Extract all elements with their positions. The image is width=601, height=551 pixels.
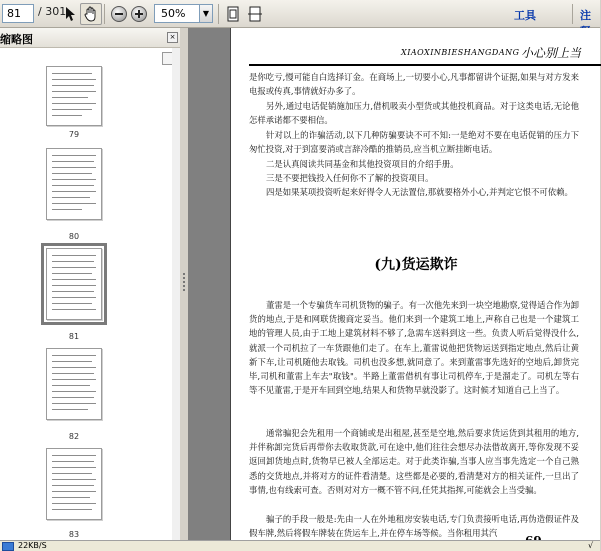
thumbnail-page-79[interactable] (46, 66, 102, 126)
select-tool-icon[interactable] (60, 3, 82, 25)
network-icon (2, 542, 14, 551)
tools-menu[interactable]: 工具 (514, 9, 536, 22)
minus-icon (111, 6, 127, 22)
close-icon[interactable]: × (167, 32, 178, 43)
plus-icon (131, 6, 147, 22)
header-rule (249, 64, 601, 66)
thumbnail-page-83[interactable] (46, 448, 102, 520)
chevron-down-icon[interactable]: ▼ (199, 4, 213, 23)
thumbnails-panel (0, 28, 180, 540)
toolbar-divider (218, 4, 219, 24)
fit-page-button[interactable] (222, 3, 244, 25)
toolbar-divider (104, 4, 105, 24)
paragraph: 是你吃亏,慢可能自白选择订金。在商场上,一切要小心,凡事都留讲个证据,如果与对方发来电报或传真,事情就好办多了。 (249, 72, 579, 97)
thumbnails-scrollbar[interactable] (172, 48, 180, 540)
pdf-page (230, 28, 600, 548)
section-title: (九)货运欺诈 (374, 257, 458, 273)
status-bar (0, 540, 600, 551)
status-check-icon: √ (588, 541, 594, 550)
thumbnail-page-82[interactable] (46, 348, 102, 420)
thumbnail-label: 80 (68, 232, 80, 241)
paragraph: 三是不要把钱投入任何你不了解的投资项目。 (266, 173, 434, 183)
header-book-title: 小心别上当 (521, 46, 582, 60)
zoom-level-field[interactable]: 50% (154, 4, 200, 23)
running-header (401, 42, 601, 62)
comment-menu[interactable]: 注 (580, 9, 591, 22)
thumbnail-page-80[interactable] (46, 148, 102, 220)
thumbnails-list (0, 48, 180, 540)
header-pinyin: XIAOXINBIESHANGDANG (401, 48, 520, 57)
thumbnail-page-81[interactable] (46, 248, 102, 320)
thumbnail-label: 79 (68, 130, 80, 139)
download-speed: 22KB/S (18, 541, 47, 550)
page-total-label: / 301 (38, 5, 67, 18)
fit-width-button[interactable] (244, 3, 266, 25)
thumbnails-panel-title: 缩略图 (0, 33, 33, 46)
panel-splitter[interactable] (180, 28, 188, 540)
paragraph: 通常骗犯会先租用一个商铺或是出租屋,甚至是空地,然后要求货运货到其租用的地方,并伴称卸完货后再带你去收取货款,可在途中,他们往往会想尽办法借故离开,等你发现不妥返回卸货地点时,货物早已被人全部运走。对于此类诈骗,当事人应当事先选定一个自己熟悉的交货地点,并将对方的证件看清楚。这些都是必要的,看清楚对方的相关证件,一旦出了事情,也有线索可查。否则对对方一概不管不问,任凭其指挥,可能就会上当受骗。 (249, 428, 579, 495)
thumbnails-panel-header (0, 28, 180, 48)
document-view[interactable] (188, 28, 600, 540)
thumbnail-label: 83 (68, 530, 80, 539)
hand-tool-icon[interactable] (80, 3, 102, 25)
zoom-in-button[interactable] (128, 3, 150, 25)
paragraph: 另外,通过电话促销施加压力,借机吸卖小型货或其他投机商品。对于这类电话,无论他怎样承诺都不要相信。 (249, 101, 579, 126)
paragraph: 四是如果某项投资听起来好得令人无法置信,那就要格外小心,并判定它恨不可依赖。 (266, 187, 573, 197)
page-number-input[interactable]: 81 (2, 4, 34, 23)
paragraph: 二是认真阅读共同基金和其他投资项目的介绍手册。 (266, 159, 459, 169)
paragraph: 董雷是一个专骗货车司机货物的骗子。有一次他先来到一块空地勘察,觉得适合作为卸货的地点,于是和网联货搬商定妥当。他们来到一个建筑工地上,声称自己也是一个建筑工地的管理人员,由于工地上建筑材料不够了,急需车送料到这一些。负责人听后觉得没什么,就派一个司机拉了一车货跟他们走了。在车上,董雷说他把货物运送到指定地点,然后让黄新下车,让司机随他去取钱。司机也没多想,就同意了。来到董雷事先选好的空地后,卸货完毕,司机和董雷上车去"取钱"。半路上董雷借机有事让司机停车,于是溜走了。司机左等右等不见董雷,于是开车回到空地,结果人和货物早就没影了。这时候才知道自己上当了。 (249, 300, 579, 396)
paragraph: 针对以上的诈骗活动,以下几种防骗要诀不可不知:一是绝对不要在电话促销的压力下匆忙投资,对于到富要消或言辞冷酷的推销员,应当机立断挂断电话。 (249, 130, 579, 155)
main-toolbar (0, 0, 600, 28)
thumbnail-label: 81 (68, 332, 80, 341)
zoom-out-button[interactable] (108, 3, 130, 25)
paragraph: 骗子的手段一般是:先由一人在外地租房安装电话,专门负责接听电话,再伪造假证件及假车牌,然后将假车牌装在货运车上,并在停车场等候。当你租用其汽 (249, 514, 579, 539)
toolbar-divider (572, 4, 573, 24)
thumbnail-label: 82 (68, 432, 80, 441)
